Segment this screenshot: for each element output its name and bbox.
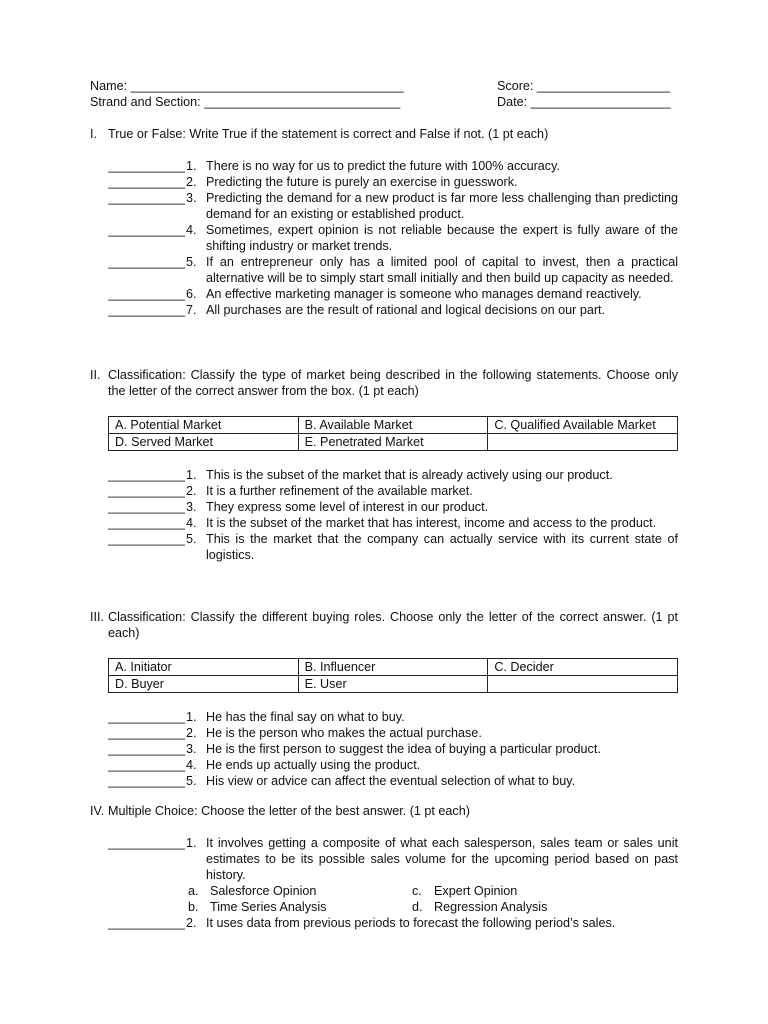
answer-blank[interactable]: ___________ [108,303,186,317]
table-row [109,417,678,434]
table-row [109,659,678,676]
question-item [108,531,678,563]
question-item [108,915,678,931]
section-instructions: Multiple Choice: Choose the letter of the best answer. (1 pt each) [108,804,470,818]
answer-blank[interactable]: ___________ [108,758,186,772]
question-text: It is a further refinement of the available market. [206,484,473,498]
table-cell: A. Potential Market [109,417,299,434]
choice-letter: a. [188,884,199,898]
question-item [108,158,678,174]
question-text: He is the person who makes the actual purchase. [206,726,482,740]
name-line[interactable]: _______________________________________ [130,79,404,93]
table-row [109,676,678,693]
question-number: 1. [186,710,197,724]
section-multiple-choice [90,803,678,931]
section-numeral: IV. [90,804,105,818]
question-item [108,286,678,302]
question-text: An effective marketing manager is someone who manages demand reactively. [206,287,642,301]
answer-blank[interactable]: ___________ [108,223,186,237]
question-text: It involves getting a composite of what each salesperson, sales team or sales unit estimates to be its possible sales volume for the upcoming period based on past history. [206,836,678,882]
date-field[interactable] [497,94,671,110]
section-heading [90,803,678,819]
answer-blank[interactable]: ___________ [108,484,186,498]
choice-option[interactable] [188,899,412,915]
choice-text: Regression Analysis [434,900,548,914]
table-row [109,434,678,451]
question-number: 4. [186,223,197,237]
question-item [108,174,678,190]
table-cell: C. Decider [488,659,678,676]
strand-section-field[interactable] [90,94,400,110]
strand-section-line[interactable]: ____________________________ [204,95,401,109]
question-text: He is the first person to suggest the idea of buying a particular product. [206,742,601,756]
answer-blank[interactable]: ___________ [108,500,186,514]
buying-roles-table [108,658,678,693]
question-item [108,773,678,789]
question-list [108,467,678,563]
question-number: 2. [186,916,197,930]
choice-letter: c. [412,884,422,898]
question-number: 4. [186,758,197,772]
answer-blank[interactable]: ___________ [108,159,186,173]
question-number: 2. [186,484,197,498]
question-list [108,158,678,318]
question-number: 4. [186,516,197,530]
section-buying-roles [90,609,678,789]
question-number: 5. [186,532,197,546]
choice-letter: d. [412,900,423,914]
section-numeral: I. [90,127,97,141]
question-number: 2. [186,175,197,189]
question-text: If an entrepreneur only has a limited pool of capital to invest, then a practical alternative will be to simply start small initially and then build up capacity as needed. [206,255,678,285]
question-number: 3. [186,500,197,514]
table-cell [488,434,678,451]
score-label: Score: [497,79,534,93]
name-field[interactable] [90,78,404,94]
choice-text: Time Series Analysis [210,900,327,914]
question-text: All purchases are the result of rational and logical decisions on our part. [206,303,606,317]
table-cell: D. Buyer [109,676,299,693]
question-number: 3. [186,742,197,756]
choice-option[interactable] [412,883,678,899]
strand-section-label: Strand and Section: [90,95,201,109]
score-line[interactable]: ___________________ [536,79,670,93]
section-heading [90,126,678,142]
question-list [108,915,678,931]
answer-blank[interactable]: ___________ [108,836,186,850]
section-instructions: Classification: Classify the type of market being described in the following statements. Choose only the letter of the correct answer from the box. (1 pt each) [108,368,678,398]
choice-option[interactable] [188,883,412,899]
choice-option[interactable] [412,899,678,915]
section-heading [90,367,678,399]
question-number: 1. [186,836,197,850]
question-item [108,757,678,773]
question-text: This is the market that the company can actually service with its current state of logistics. [206,532,678,562]
question-number: 1. [186,159,197,173]
section-heading [90,609,678,641]
question-text: It is the subset of the market that has interest, income and access to the product. [206,516,657,530]
section-instructions: True or False: Write True if the statement is correct and False if not. (1 pt each) [108,127,549,141]
question-text: He has the final say on what to buy. [206,710,405,724]
name-label: Name: [90,79,128,93]
question-number: 6. [186,287,197,301]
section-market-classification [90,367,678,563]
question-text: It uses data from previous periods to forecast the following period’s sales. [206,916,616,930]
answer-blank[interactable]: ___________ [108,287,186,301]
date-label: Date: [497,95,528,109]
date-line[interactable]: ____________________ [530,95,671,109]
table-cell: E. Penetrated Market [298,434,488,451]
question-item [108,190,678,222]
answer-blank[interactable]: ___________ [108,468,186,482]
answer-blank[interactable]: ___________ [108,916,186,930]
section-true-false [90,126,678,318]
answer-blank[interactable]: ___________ [108,726,186,740]
question-text: He ends up actually using the product. [206,758,421,772]
question-text: They express some level of interest in our product. [206,500,489,514]
score-field[interactable] [497,78,670,94]
question-text: Predicting the demand for a new product is far more less challenging than predicting demand for an existing or established product. [206,191,678,221]
section-numeral: III. [90,610,104,624]
choice-text: Expert Opinion [434,884,518,898]
table-cell [488,676,678,693]
answer-blank[interactable]: ___________ [108,774,186,788]
question-item [108,515,678,531]
question-item [108,709,678,725]
question-list [108,709,678,789]
question-item [108,741,678,757]
question-text: Sometimes, expert opinion is not reliable because the expert is fully aware of the shifting industry or market trends. [206,223,678,253]
answer-blank[interactable]: ___________ [108,532,186,546]
question-number: 5. [186,774,197,788]
question-number: 5. [186,255,197,269]
question-item [108,467,678,483]
table-cell: E. User [298,676,488,693]
section-numeral: II. [90,368,101,382]
choice-text: Salesforce Opinion [210,884,317,898]
question-text: Predicting the future is purely an exercise in guesswork. [206,175,518,189]
choice-letter: b. [188,900,199,914]
answer-blank[interactable]: ___________ [108,191,186,205]
question-number: 2. [186,726,197,740]
question-item [108,222,678,254]
market-types-table [108,416,678,451]
table-cell: B. Available Market [298,417,488,434]
question-text: This is the subset of the market that is already actively using our product. [206,468,613,482]
answer-blank[interactable]: ___________ [108,255,186,269]
table-cell: C. Qualified Available Market [488,417,678,434]
question-item [108,725,678,741]
table-cell: B. Influencer [298,659,488,676]
question-item [108,835,678,883]
question-item [108,254,678,286]
question-item [108,302,678,318]
answer-blank[interactable]: ___________ [108,175,186,189]
question-item [108,499,678,515]
answer-blank[interactable]: ___________ [108,742,186,756]
question-text: There is no way for us to predict the future with 100% accuracy. [206,159,560,173]
table-cell: A. Initiator [109,659,299,676]
answer-choices [188,883,678,915]
table-cell: D. Served Market [109,434,299,451]
section-instructions: Classification: Classify the different buying roles. Choose only the letter of the correct answer. (1 pt each) [108,610,678,640]
question-number: 3. [186,191,197,205]
answer-blank[interactable]: ___________ [108,710,186,724]
question-item [108,483,678,499]
question-list [108,835,678,883]
question-number: 7. [186,303,197,317]
question-number: 1. [186,468,197,482]
answer-blank[interactable]: ___________ [108,516,186,530]
question-text: His view or advice can affect the eventual selection of what to buy. [206,774,576,788]
